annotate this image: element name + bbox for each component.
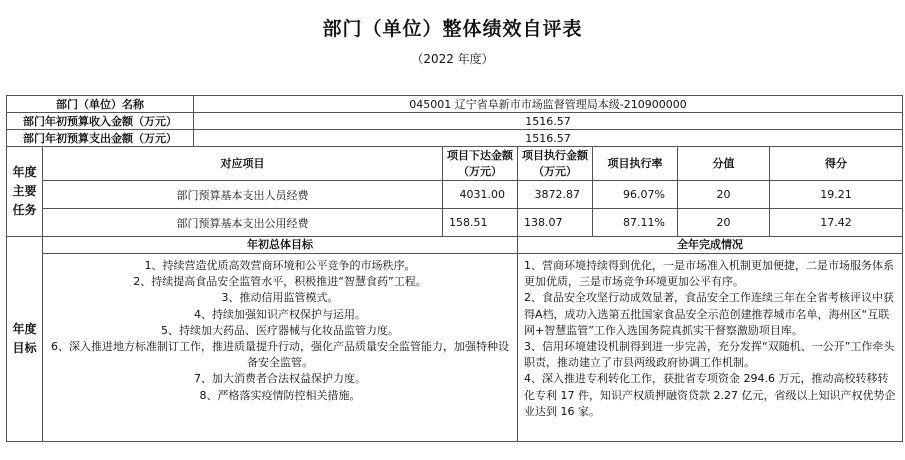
goals-content-row	[7, 254, 903, 442]
score-max: 20	[678, 181, 770, 209]
col-project: 对应项目	[43, 147, 443, 181]
dept-name-label: 部门（单位）名称	[7, 96, 194, 113]
list-item: 2、食品安全攻坚行动成效显著，食品安全工作连续三年在全省考核评议中获得A档，成功入选第五批国家食品安全示范创建推荐城市名单，海州区“互联网+智慧监管”工作入选国务院真抓实干督察激励项目库。	[524, 291, 894, 337]
table-row	[7, 209, 903, 237]
list-item: 7、加大消费者合法权益保护力度。	[194, 372, 366, 386]
list-item: 8、严格落实疫情防控相关措施。	[199, 388, 361, 402]
executed-amount: 138.07	[518, 209, 593, 237]
expense-label: 部门年初预算支出金额（万元）	[7, 130, 194, 147]
initial-goals-header: 年初总体目标	[43, 237, 518, 254]
initial-goals-list	[43, 254, 518, 442]
allocated-amount: 158.51	[443, 209, 518, 237]
task-header-row	[7, 147, 903, 181]
report-year: （2022 年度）	[411, 52, 494, 66]
list-item: 3、信用环境建设机制得到进一步完善，充分发挥“双随机、一公开”工作牵头职责，推动建立了市县两级政府协调工作机制。	[524, 340, 895, 370]
execution-rate: 87.11%	[593, 209, 678, 237]
col-score: 得分	[770, 147, 903, 181]
tasks-section-label: 年度主要任务	[7, 147, 43, 237]
dept-name-row	[7, 96, 903, 113]
list-item: 5、持续加大药品、医疗器械与化妆品监管力度。	[161, 323, 399, 337]
expense-row	[7, 130, 903, 147]
goals-section-label: 年度目标	[7, 237, 43, 442]
income-row	[7, 113, 903, 130]
income-value: 1516.57	[194, 113, 903, 130]
list-item: 4、持续加强知识产权保护与运用。	[194, 307, 366, 321]
completion-header: 全年完成情况	[518, 237, 903, 254]
col-score-max: 分值	[678, 147, 770, 181]
executed-amount: 3872.87	[518, 181, 593, 209]
goals-header-row	[7, 237, 903, 254]
execution-rate: 96.07%	[593, 181, 678, 209]
score: 17.42	[770, 209, 903, 237]
allocated-amount: 4031.00	[443, 181, 518, 209]
list-item: 3、推动信用监管模式。	[221, 291, 339, 305]
table-row	[7, 181, 903, 209]
project-name: 部门预算基本支出人员经费	[43, 181, 443, 209]
score: 19.21	[770, 181, 903, 209]
list-item: 2、持续提高食品安全监管水平，积极推进“智慧食药”工程。	[133, 275, 427, 289]
col-rate: 项目执行率	[593, 147, 678, 181]
evaluation-table	[6, 95, 903, 442]
list-item: 4、深入推进专利转化工作，获批省专项资金 294.6 万元，推动高校转移转化专利 17 件，知识产权质押融资贷款 2.27 亿元，省级以上知识产权优势企业达到 16 家。	[524, 372, 896, 418]
project-name: 部门预算基本支出公用经费	[43, 209, 443, 237]
list-item: 1、持续营造优质高效营商环境和公平竞争的市场秩序。	[144, 259, 416, 272]
col-allocated: 项目下达金额（万元）	[443, 147, 518, 181]
list-item: 6、深入推进地方标准制订工作，推进质量提升行动，强化产品质量安全监管能力，加强特种设备安全监管。	[51, 340, 509, 370]
completion-list	[518, 254, 903, 442]
page-title: 部门（单位）整体绩效自评表	[322, 18, 583, 40]
col-executed: 项目执行金额（万元）	[518, 147, 593, 181]
score-max: 20	[678, 209, 770, 237]
expense-value: 1516.57	[194, 130, 903, 147]
list-item: 1、营商环境持续得到优化，一是市场准入机制更加便捷，二是市场服务体系更加优质，三是市场竞争环境更加公平有序。	[524, 259, 894, 289]
dept-name-value: 045001 辽宁省阜新市市场监督管理局本级-210900000	[194, 96, 903, 113]
income-label: 部门年初预算收入金额（万元）	[7, 113, 194, 130]
